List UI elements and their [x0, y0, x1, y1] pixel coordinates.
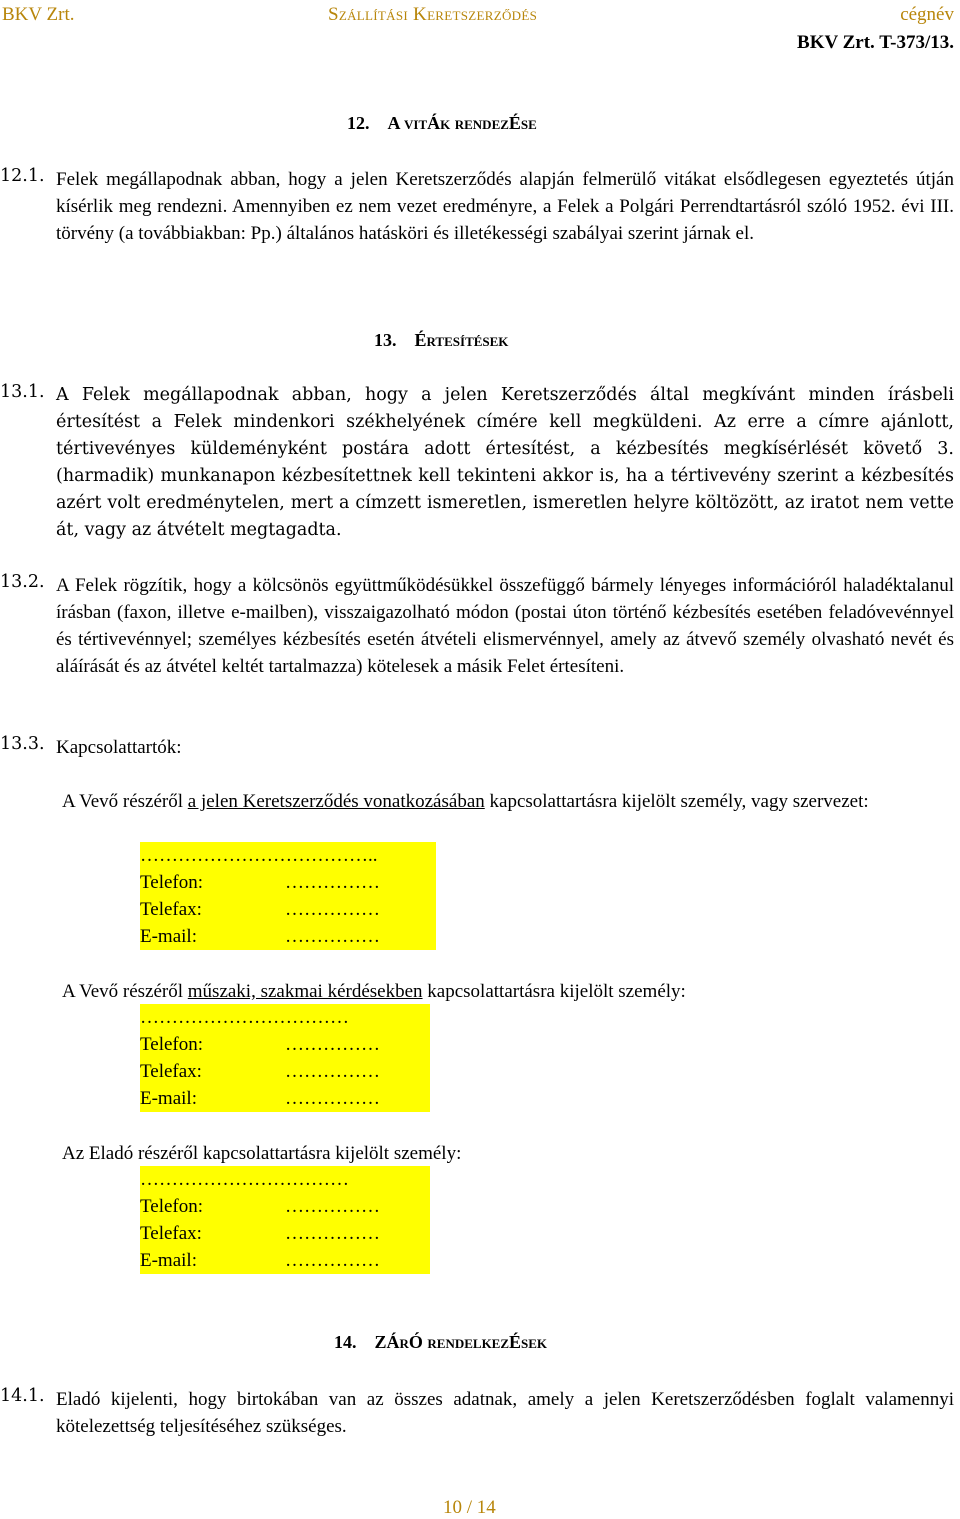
- section-13-title: Értesítések: [414, 330, 509, 350]
- clause-13-3-text: Kapcsolattartók:: [56, 737, 182, 758]
- clause-12-1-text: Felek megállapodnak abban, hogy a jelen Keretszerződés alapján felmerülő vitákat elsődlegesen egyeztetés útján kísérlik meg rendezni. Amennyiben ez nem vezet eredményre, a Felek a Polgári Perrendtartásról szóló 1952. évi III. törvény (a továbbiakban: Pp.) általános hatásköri és illetékességi szabályai szerint járnak el.: [56, 169, 954, 244]
- contact-2-phone-row: [140, 1031, 430, 1058]
- page-number: 10 / 14: [443, 1497, 496, 1518]
- contact-3-name-placeholder: ……………………………: [140, 1169, 349, 1190]
- contact-2-email-label: E-mail:: [140, 1088, 197, 1109]
- contact-2-intro-post: kapcsolattartásra kijelölt személy:: [422, 981, 686, 1002]
- contact-3-fax-value: ……………: [285, 1223, 380, 1244]
- contact-2-highlight: [140, 1004, 430, 1112]
- section-14-heading: [334, 1332, 547, 1353]
- contact-1-intro: [62, 788, 957, 815]
- contact-3-email-label: E-mail:: [140, 1250, 197, 1271]
- contact-1-fax-label: Telefax:: [140, 899, 202, 920]
- header-contract-code: BKV Zrt. T-373/13.: [797, 32, 954, 53]
- contact-1-intro-pre: A Vevő részéről: [62, 791, 188, 812]
- clause-14-1-number: 14.1.: [0, 1386, 45, 1406]
- contact-3-phone-value: ……………: [285, 1196, 380, 1217]
- contact-1-highlight: [140, 842, 436, 950]
- contact-2-intro-pre: A Vevő részéről: [62, 981, 188, 1002]
- contact-1-email-row: [140, 923, 436, 950]
- clause-13-1-text: A Felek megállapodnak abban, hogy a jelen Keretszerződés által megkívánt minden írásbeli értesítést a Felek mindenkori székhelyének címére kell megküldeni. Az erre a címre ajánlott, tértivevényes küldeményként postára adott értesítést, a kézbesítés megkísérlését követő 3. (harmadik) munkanapon kézbesítettnek kell tekinteni akkor is, ha a tértivevény szerint a kézbesítés azért volt eredménytelen, mert a címzett ismeretlen, ismeretlen helyre költözött, az iratot nem vette át, vagy az átvételt megtagadta.: [56, 385, 954, 540]
- header-doc-title: Szállítási Keretszerződés: [328, 4, 538, 25]
- contact-3-phone-label: Telefon:: [140, 1196, 204, 1217]
- contact-3-fax-label: Telefax:: [140, 1223, 202, 1244]
- section-14-number: 14.: [334, 1332, 357, 1352]
- contact-2-intro-underlined: műszaki, szakmai kérdésekben: [187, 981, 423, 1002]
- section-13-number: 13.: [374, 330, 397, 350]
- contact-3-email-value: ……………: [285, 1250, 380, 1271]
- contact-1-name-placeholder: ………………………………..: [140, 845, 378, 866]
- clause-13-2-number: 13.2.: [0, 572, 45, 592]
- contact-3-intro: Az Eladó részéről kapcsolattartásra kijelölt személy:: [62, 1143, 462, 1164]
- contact-2-phone-value: ……………: [285, 1034, 380, 1055]
- header-partner: cégnév: [900, 4, 954, 25]
- contact-2-fax-value: ……………: [285, 1061, 380, 1082]
- contact-1-intro-underlined: a jelen Keretszerződés vonatkozásában: [187, 791, 485, 812]
- contact-1-fax-row: [140, 896, 436, 923]
- contact-1-intro-post: kapcsolattartásra kijelölt személy, vagy szervezet:: [484, 791, 869, 812]
- contact-3-fax-row: [140, 1220, 430, 1247]
- contact-3-phone-row: [140, 1193, 430, 1220]
- contact-2-intro: [62, 978, 957, 1005]
- contact-1-email-label: E-mail:: [140, 926, 197, 947]
- section-13-heading: [374, 330, 508, 351]
- contact-3-email-row: [140, 1247, 430, 1274]
- contact-1-fax-value: ……………: [285, 899, 380, 920]
- header-company: BKV Zrt.: [2, 4, 75, 25]
- section-14-title: ZÁrÓ rendelkezÉsek: [374, 1332, 548, 1352]
- clause-12-1-number: 12.1.: [0, 166, 45, 186]
- section-12-heading: [347, 113, 537, 134]
- contact-1-email-value: ……………: [285, 926, 380, 947]
- contact-3-highlight: [140, 1166, 430, 1274]
- clause-13-2-text: A Felek rögzítik, hogy a kölcsönös együttműködésükkel összefüggő bármely lényeges információról haladéktalanul írásban (faxon, illetve e-mailben), visszaigazolható módon (postai úton történő kézbesítés esetében feladóvevénnyel és tértivevénnyel; személyes kézbesítés esetén átvételi elismervénnyel, amely az átvevő személy olvasható nevét és aláírását és az átvétel keltét tartalmazza) kötelesek a másik Felet értesíteni.: [56, 575, 954, 677]
- contact-2-email-value: ……………: [285, 1088, 380, 1109]
- contact-2-email-row: [140, 1085, 430, 1112]
- contact-2-name-placeholder: ……………………………: [140, 1007, 349, 1028]
- contact-1-phone-row: [140, 869, 436, 896]
- contact-1-phone-label: Telefon:: [140, 872, 204, 893]
- contact-2-fax-row: [140, 1058, 430, 1085]
- section-12-number: 12.: [347, 113, 370, 133]
- clause-13-3-number: 13.3.: [0, 734, 45, 754]
- clause-14-1-text: Eladó kijelenti, hogy birtokában van az összes adatnak, amely a jelen Keretszerződésben foglalt valamennyi kötelezettség teljesítéséhez szükséges.: [56, 1389, 954, 1437]
- section-12-title: A vitÁk rendezÉse: [387, 113, 537, 133]
- contact-2-fax-label: Telefax:: [140, 1061, 202, 1082]
- clause-13-1-number: 13.1.: [0, 382, 45, 402]
- contact-1-phone-value: ……………: [285, 872, 380, 893]
- contact-2-phone-label: Telefon:: [140, 1034, 204, 1055]
